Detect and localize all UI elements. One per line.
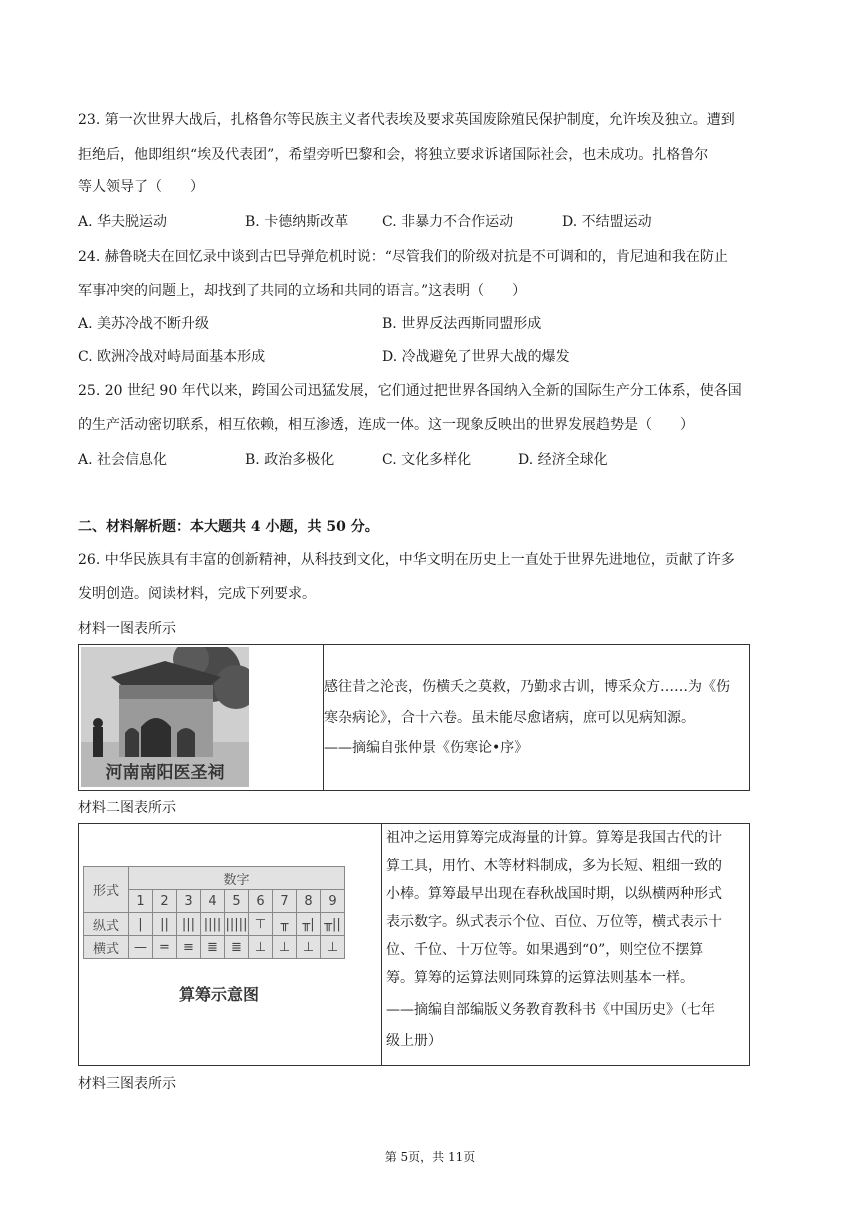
q24-line-1: 24. 赫鲁晓夫在回忆录中谈到古巴导弹危机时说：“尽管我们的阶级对抗是不可调和的，肯尼迪和我在防止 — [78, 249, 728, 265]
rod-vertical-1: | — [129, 913, 153, 936]
q24-option-b: B. 世界反法西斯同盟形成 — [382, 316, 542, 332]
rod-horizontal-5: ≣ — [225, 936, 249, 959]
rod-digit-9: 9 — [321, 890, 345, 913]
q25-option-b: B. 政治多极化 — [245, 452, 335, 468]
rod-vertical-2: || — [153, 913, 177, 936]
material-2-table — [78, 823, 750, 1066]
material-1-text-2: 寒杂病论》，合十六卷。虽未能尽愈诸病，庶可以见病知源。 — [324, 710, 695, 726]
rod-horizontal-4: ≣ — [201, 936, 225, 959]
q23-option-a: A. 华夫脱运动 — [78, 214, 168, 230]
material-1-label: 材料一图表所示 — [78, 621, 176, 637]
material-2-source-2: 级上册） — [386, 1033, 442, 1049]
q24-option-a: A. 美苏冷战不断升级 — [78, 316, 210, 332]
material-1-table — [78, 644, 750, 791]
q25-option-c: C. 文化多样化 — [382, 452, 472, 468]
section-2-heading: 二、材料解析题：本大题共 4 小题，共 50 分。 — [78, 519, 379, 535]
rod-vertical-label: 纵式 — [84, 913, 129, 936]
material-2-text-3: 小棒。算筹最早出现在春秋战国时期，以纵横两种形式 — [386, 886, 722, 902]
material-2-text-5: 位、千位、十万位等。如果遇到“0”，则空位不摆算 — [386, 942, 704, 958]
rod-horizontal-6: ⊥ — [249, 936, 273, 959]
rod-digit-8: 8 — [297, 890, 321, 913]
rod-digit-7: 7 — [273, 890, 297, 913]
rod-horizontal-2: = — [153, 936, 177, 959]
q26-line-2: 发明创造。阅读材料，完成下列要求。 — [78, 586, 316, 602]
q23-option-b: B. 卡德纳斯改革 — [245, 214, 349, 230]
rod-horizontal-label: 横式 — [84, 936, 129, 959]
q25-option-d: D. 经济全球化 — [518, 452, 608, 468]
rod-digit-1: 1 — [129, 890, 153, 913]
q26-line-1: 26. 中华民族具有丰富的创新精神，从科技到文化，中华文明在历史上一直处于世界先进地位，贡献了许多 — [78, 552, 735, 568]
q25-line-2: 的生产活动密切联系，相互依赖，相互渗透，连成一体。这一现象反映出的世界发展趋势是（ ） — [78, 417, 694, 433]
counting-rod-chart — [83, 866, 345, 959]
rod-horizontal-7: ⊥ — [273, 936, 297, 959]
rod-form-header: 形式 — [84, 867, 129, 913]
rod-digit-5: 5 — [225, 890, 249, 913]
q24-option-c: C. 欧洲冷战对峙局面基本形成 — [78, 349, 266, 365]
page-number: 第 5页，共 11页 — [384, 1150, 476, 1164]
rod-vertical-5: ||||| — [225, 913, 249, 936]
rod-vertical-6: ⊤ — [249, 913, 273, 936]
material-2-source-1: ——摘编自部编版义务教育教科书《中国历史》（七年 — [386, 1002, 715, 1018]
rod-digit-3: 3 — [177, 890, 201, 913]
q23-line-2: 拒绝后，他即组织“埃及代表团”，希望旁听巴黎和会，将独立要求诉诸国际社会，也未成功。扎格鲁尔 — [78, 147, 709, 163]
q23-option-d: D. 不结盟运动 — [562, 214, 652, 230]
material-1-text-1: 感往昔之沦丧，伤横夭之莫救，乃勤求古训，博采众方……为《伤 — [324, 679, 730, 695]
rod-horizontal-1: — — [129, 936, 153, 959]
material-2-text-2: 算工具，用竹、木等材料制成，多为长短、粗细一致的 — [386, 858, 722, 874]
material-2-text-4: 表示数字。纵式表示个位、百位、万位等，横式表示十 — [386, 914, 722, 930]
material-2-label: 材料二图表所示 — [78, 800, 176, 816]
material-2-text-1: 祖冲之运用算筹完成海量的计算。算筹是我国古代的计 — [386, 830, 722, 846]
q23-line-1: 23. 第一次世界大战后，扎格鲁尔等民族主义者代表埃及要求英国废除殖民保护制度，允许埃及独立。遭到 — [78, 112, 735, 128]
material-2-text-6: 筹。算筹的运算法则同珠算的运算法则基本一样。 — [386, 970, 694, 986]
rod-vertical-9: ╥|| — [321, 913, 345, 936]
rod-vertical-7: ╥ — [273, 913, 297, 936]
q25-line-1: 25. 20 世纪 90 年代以来，跨国公司迅猛发展，它们通过把世界各国纳入全新的国际生产分工体系，使各国 — [78, 383, 742, 399]
q23-option-c: C. 非暴力不合作运动 — [382, 214, 514, 230]
rod-vertical-8: ╥| — [297, 913, 321, 936]
rod-horizontal-9: ⊥ — [321, 936, 345, 959]
material-3-label: 材料三图表所示 — [78, 1076, 176, 1092]
q25-option-a: A. 社会信息化 — [78, 452, 168, 468]
rod-horizontal-8: ⊥ — [297, 936, 321, 959]
rod-vertical-4: |||| — [201, 913, 225, 936]
rod-digit-2: 2 — [153, 890, 177, 913]
counting-rod-caption: 算筹示意图 — [179, 985, 260, 1004]
rod-horizontal-3: ≡ — [177, 936, 201, 959]
rod-vertical-3: ||| — [177, 913, 201, 936]
q24-line-2: 军事冲突的问题上，却找到了共同的立场和共同的语言。”这表明（ ） — [78, 283, 527, 299]
rod-digit-4: 4 — [201, 890, 225, 913]
rod-digit-6: 6 — [249, 890, 273, 913]
yisheng-ci-photo — [81, 647, 249, 787]
material-1-source: ——摘编自张仲景《伤寒论•序》 — [324, 740, 529, 756]
q23-line-3: 等人领导了（ ） — [78, 179, 204, 195]
material-2-divider — [381, 824, 382, 1065]
yisheng-ci-caption: 河南南阳医圣祠 — [105, 763, 225, 783]
q24-option-d: D. 冷战避免了世界大战的爆发 — [382, 349, 570, 365]
rod-digits-header: 数字 — [129, 867, 345, 890]
